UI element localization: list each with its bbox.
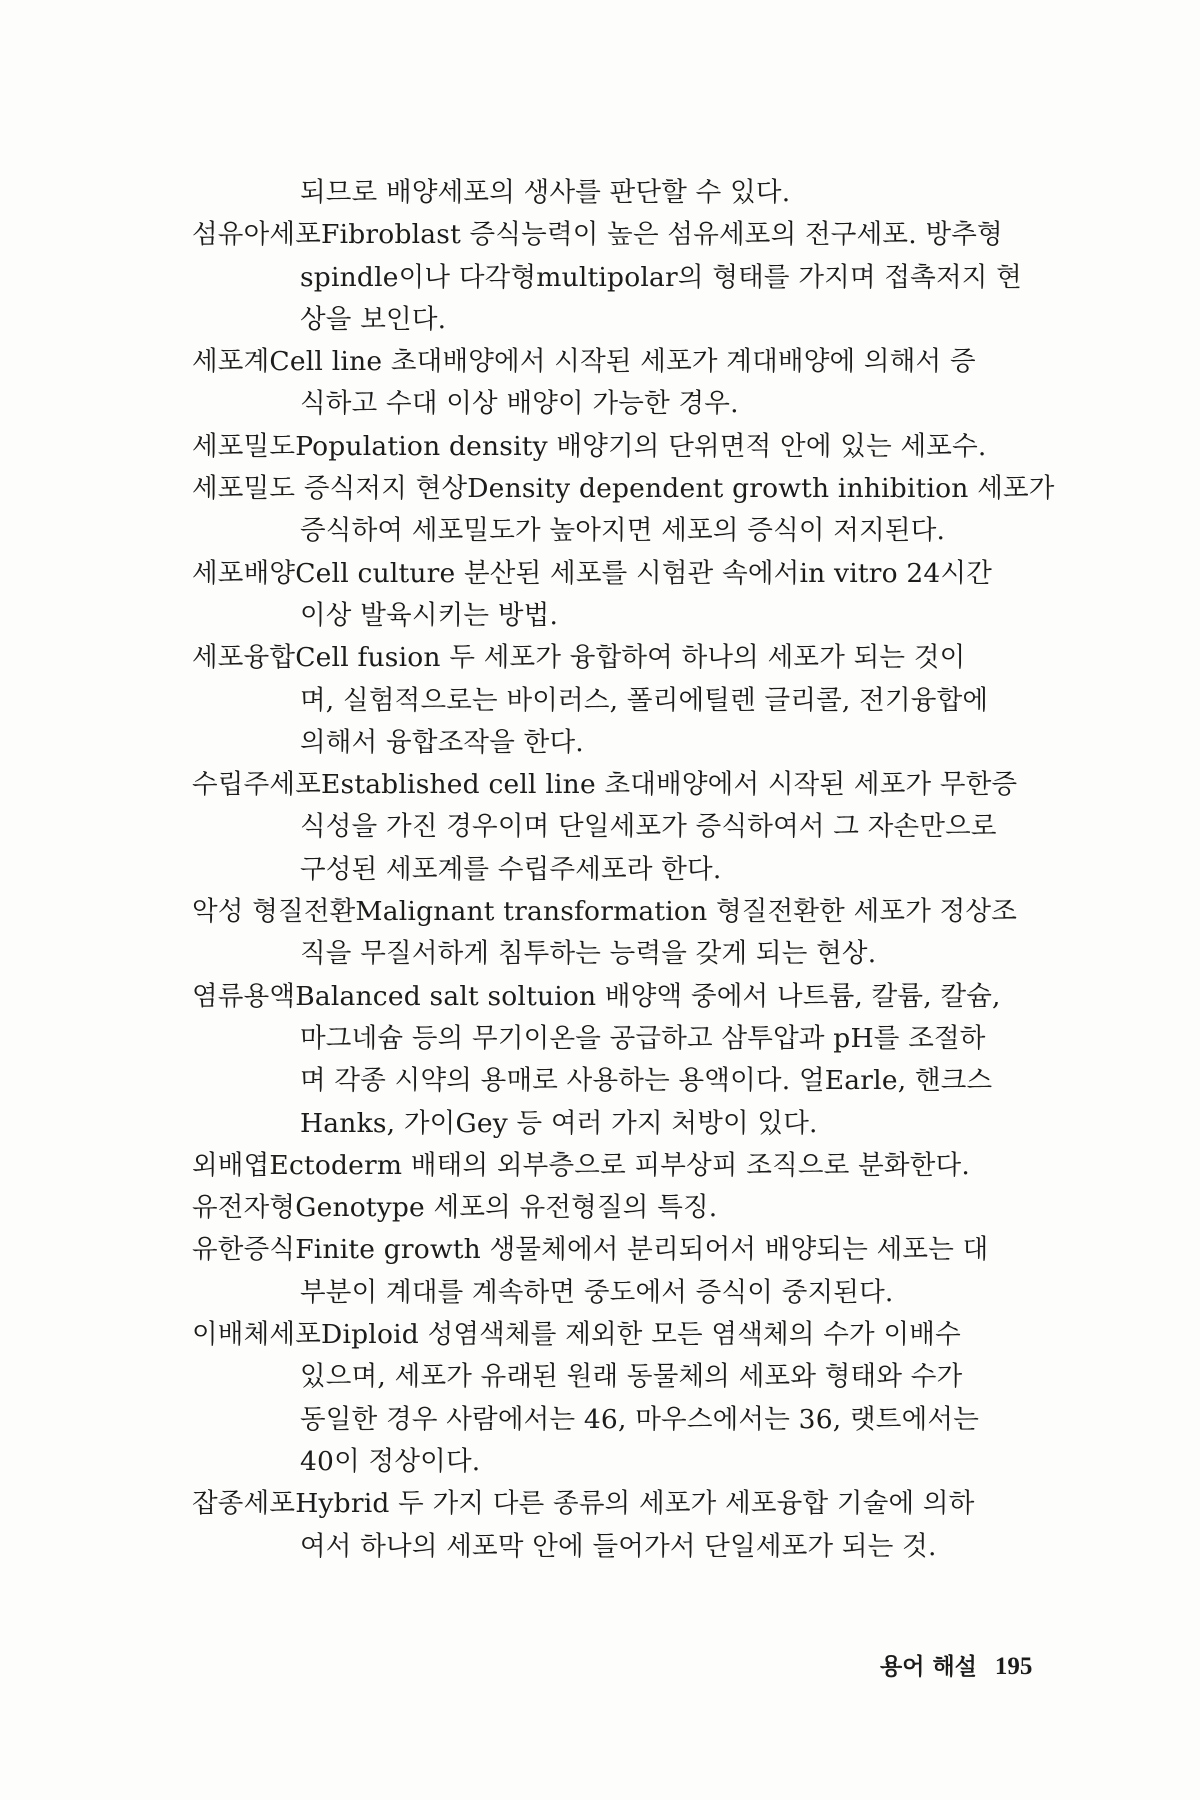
entry-continuation-line: 상을 보인다. — [300, 303, 447, 335]
entry-first-line: 악성 형질전환Malignant transformation 형질전환한 세포가 정상조 — [192, 896, 1018, 928]
glossary-entry — [192, 553, 1082, 638]
entry-continuation-line: 동일한 경우 사람에서는 46, 마우스에서는 36, 랫트에서는 — [300, 1403, 980, 1435]
entry-continuation-line: 며 각종 시약의 용매로 사용하는 용액이다. 얼Earle, 핸크스 — [300, 1065, 993, 1097]
entry-first-line: 이배체세포Diploid 성염색체를 제외한 모든 염색체의 수가 이배수 — [192, 1319, 961, 1351]
entry-first-line: 외배엽Ectoderm 배태의 외부층으로 피부상피 조직으로 분화한다. — [192, 1149, 970, 1181]
glossary-entry — [192, 214, 1082, 341]
running-footer-title: 용어 해설 — [880, 1653, 977, 1680]
glossary-entry — [192, 1187, 1082, 1229]
entry-continuation-line: Hanks, 가이Gey 등 여러 가지 처방이 있다. — [300, 1107, 818, 1139]
entry-first-line: 세포융합Cell fusion 두 세포가 융합하여 하나의 세포가 되는 것이 — [192, 642, 966, 674]
glossary-entry — [192, 976, 1082, 1145]
entry-continuation-line: 구성된 세포계를 수립주세포라 한다. — [300, 853, 722, 885]
entry-continuation-line: 식하고 수대 이상 배양이 가능한 경우. — [300, 388, 739, 420]
entry-first-line: 세포배양Cell culture 분산된 세포를 시험관 속에서in vitro 24시간 — [192, 557, 993, 589]
entry-continuation-line: 부분이 계대를 계속하면 중도에서 증식이 중지된다. — [300, 1276, 894, 1308]
glossary-entry — [192, 341, 1082, 426]
glossary-entry — [192, 468, 1082, 553]
glossary-entry — [192, 426, 1082, 468]
glossary-entries — [192, 172, 1082, 1568]
entry-continuation-line: 이상 발육시키는 방법. — [300, 599, 559, 631]
entry-first-line: 유전자형Genotype 세포의 유전형질의 특징. — [192, 1192, 718, 1224]
entry-first-line: 수립주세포Established cell line 초대배양에서 시작된 세포가 무한증 — [192, 769, 1018, 801]
entry-first-line: 잡종세포Hybrid 두 가지 다른 종류의 세포가 세포융합 기술에 의하 — [192, 1488, 975, 1520]
glossary-entry — [192, 637, 1082, 764]
entry-continuation-line: 여서 하나의 세포막 안에 들어가서 단일세포가 되는 것. — [300, 1530, 937, 1562]
entry-continuation-line: 식성을 가진 경우이며 단일세포가 증식하여서 그 자손만으로 — [300, 811, 997, 843]
entry-first-line: 되므로 배양세포의 생사를 판단할 수 있다. — [300, 177, 791, 208]
glossary-entry — [192, 891, 1082, 976]
entry-continuation-line: 있으며, 세포가 유래된 원래 동물체의 세포와 형태와 수가 — [300, 1361, 963, 1393]
glossary-entry — [192, 1483, 1082, 1568]
entry-first-line: 세포계Cell line 초대배양에서 시작된 세포가 계대배양에 의해서 증 — [192, 346, 976, 378]
entry-first-line: 세포밀도 증식저지 현상Density dependent growth inhibition 세포가 — [192, 473, 1055, 505]
entry-continuation-line: 증식하여 세포밀도가 높아지면 세포의 증식이 저지된다. — [300, 515, 946, 547]
entry-continuation-line: 며, 실험적으로는 바이러스, 폴리에틸렌 글리콜, 전기융합에 — [300, 684, 989, 716]
page-footer — [880, 1648, 1032, 1681]
entry-continuation-line: spindle이나 다각형multipolar의 형태를 가지며 접촉저지 현 — [300, 261, 1022, 293]
entry-first-line: 유한증식Finite growth 생물체에서 분리되어서 배양되는 세포는 대 — [192, 1234, 989, 1266]
glossary-entry — [192, 1314, 1082, 1483]
entry-first-line: 염류용액Balanced salt soltuion 배양액 중에서 나트륨, 칼륨, 칼슘, — [192, 980, 1001, 1012]
glossary-entry — [192, 172, 1082, 214]
entry-continuation-line: 마그네슘 등의 무기이온을 공급하고 삼투압과 pH를 조절하 — [300, 1022, 986, 1054]
page-number: 195 — [994, 1653, 1033, 1680]
entry-first-line: 세포밀도Population density 배양기의 단위면적 안에 있는 세포수. — [192, 430, 987, 462]
entry-first-line: 섬유아세포Fibroblast 증식능력이 높은 섬유세포의 전구세포. 방추형 — [192, 219, 1003, 251]
entry-continuation-line: 40이 정상이다. — [300, 1445, 481, 1477]
entry-continuation-line: 의해서 융합조작을 한다. — [300, 726, 584, 758]
glossary-entry — [192, 1145, 1082, 1187]
entry-continuation-line: 직을 무질서하게 침투하는 능력을 갖게 되는 현상. — [300, 938, 877, 970]
glossary-entry — [192, 764, 1082, 891]
glossary-entry — [192, 1229, 1082, 1314]
